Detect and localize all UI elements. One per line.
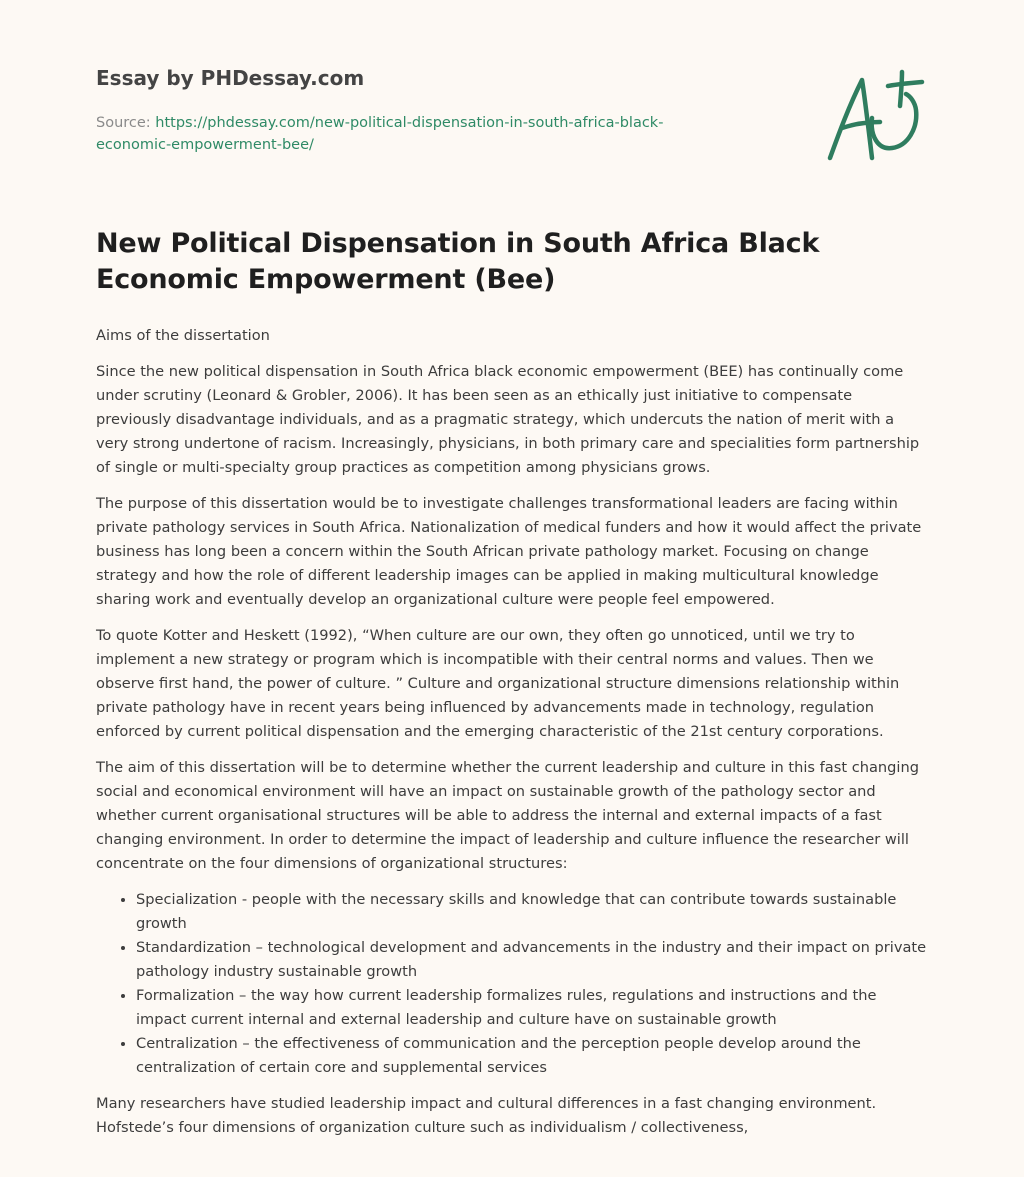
list-item: • Standardization – technological development and advancements in the industry and their impact on private pathology industry sustainable growth xyxy=(136,936,928,984)
source-line xyxy=(96,112,736,156)
list-item: • Formalization – the way how current leadership formalizes rules, regulations and instructions and the impact current internal and external leadership and culture have on sustainable growth xyxy=(136,984,928,1032)
closing-paragraph: Many researchers have studied leadership impact and cultural differences in a fast changing environment. Hofstede’s four dimensions of organization culture such as individualism / collectiveness, xyxy=(96,1095,877,1136)
list-item: • Centralization – the effectiveness of communication and the perception people develop around the centralization of certain core and supplemental services xyxy=(136,1032,928,1080)
article-subtitle: Aims of the dissertation xyxy=(96,327,270,344)
a-plus-logo-icon xyxy=(820,66,930,166)
paragraph-3: To quote Kotter and Heskett (1992), “When culture are our own, they often go unnoticed, until we try to implement a new strategy or program which is incompatible with their central norms and values. Then we observe first hand, the power of culture. ” Culture and organizational structure dimensions relationship within private pathology have in recent years being influenced by advancements made in technology, regulation enforced by current political dispensation and the emerging characteristic of the 21st century corporations. xyxy=(96,627,900,740)
source-link[interactable]: https://phdessay.com/new-political-dispensation-in-south-africa-black-economic-empowerment-bee/ xyxy=(96,115,664,153)
article xyxy=(96,226,928,1152)
site-brand: Essay by PHDessay.com xyxy=(96,66,365,90)
list-item: • Specialization - people with the necessary skills and knowledge that can contribute towards sustainable growth xyxy=(136,888,928,936)
structure-dimensions-list xyxy=(96,888,928,1080)
paragraph-4: The aim of this dissertation will be to determine whether the current leadership and culture in this fast changing social and economical environment will have an impact on sustainable growth of the pathology sector and whether current organisational structures will be able to address the internal and external impacts of a fast changing environment. In order to determine the impact of leadership and culture influence the researcher will concentrate on the four dimensions of organizational structures: xyxy=(96,759,920,872)
paragraph-1: Since the new political dispensation in South Africa black economic empowerment (BEE) has continually come under scrutiny (Leonard & Grobler, 2006). It has been seen as an ethically just initiative to compensate previously disadvantage individuals, and as a pragmatic strategy, which undercuts the nation of merit with a very strong undertone of racism. Increasingly, physicians, in both primary care and specialities form partnership of single or multi-specialty group practices as competition among physicians grows. xyxy=(96,363,920,476)
page-header xyxy=(96,64,736,156)
article-title: New Political Dispensation in South Africa Black Economic Empowerment (Bee) xyxy=(96,228,820,295)
source-label: Source: xyxy=(96,115,156,131)
paragraph-2: The purpose of this dissertation would be to investigate challenges transformational leaders are facing within private pathology services in South Africa. Nationalization of medical funders and how it would affect the private business has long been a concern within the South African private pathology market. Focusing on change strategy and how the role of different leadership images can be applied in making multicultural knowledge sharing work and eventually develop an organizational culture were people feel empowered. xyxy=(96,495,922,608)
